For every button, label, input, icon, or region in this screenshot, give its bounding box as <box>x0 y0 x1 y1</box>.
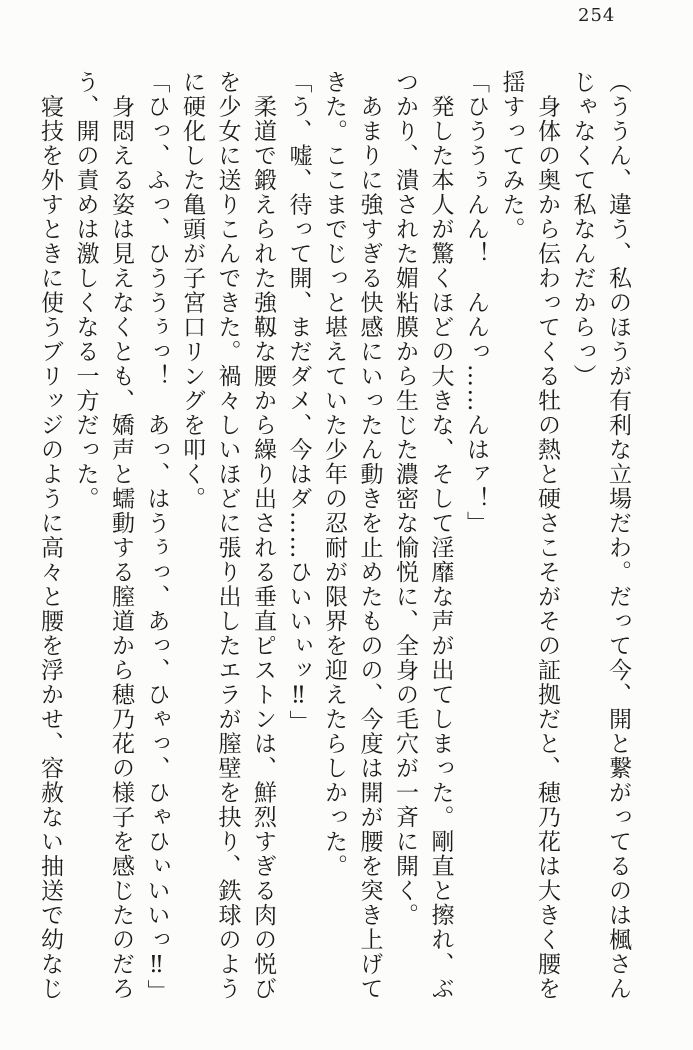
text-line: 寝技を外すときに使うブリッジのように高々と腰を浮かせ、容赦ない抽送で幼なじ <box>37 70 63 1001</box>
text-line: つかり、潰された媚粘膜から生じた濃密な愉悦に、全身の毛穴が一斉に開く。 <box>392 70 418 928</box>
text-line: 揺すってみた。 <box>498 70 525 242</box>
body-text-block <box>32 70 636 1018</box>
text-line: 「ひっ、ふっ、ひううぅっ！ あっ、はうぅっ、あっ、ひゃっ、ひゃひぃいいっ‼」 <box>143 70 170 1004</box>
text-line: 「う、嘘、待って開、まだダメ、今はダ……ひいいぃッ‼」 <box>285 70 312 735</box>
text-line: 柔道で鍛えられた強靱な腰から繰り出される垂直ピストンは、鮮烈すぎる肉の悦び <box>250 70 276 1001</box>
text-line: きた。ここまでじっと堪えていた少年の忍耐が限界を迎えたらしかった。 <box>321 70 347 879</box>
text-line: 発した本人が驚くほどの大きな、そして淫靡な声が出てしまった。剛直と擦れ、ぶ <box>427 70 454 1001</box>
text-line: に硬化した亀頭が子宮口リングを叩く。 <box>179 70 205 511</box>
text-line: 「ひううぅんん！ んんっ……んはァ！」 <box>463 70 489 536</box>
text-line: 身悶える姿は見えなくとも、嬌声と蠕動する膣道から穂乃花の様子を感じたのだろ <box>108 70 134 1001</box>
text-line: じゃなくて私なんだからっ） <box>569 70 596 389</box>
text-line: を少女に送りこんできた。禍々しいほどに張り出したエラが膣壁を抉り、鉄球のよう <box>214 70 241 1001</box>
text-line: う、開の責めは激しくなる一方だった。 <box>72 70 99 511</box>
text-line: あまりに強すぎる快感にいったん動きを止めたものの、今度は開が腰を突き上げて <box>356 70 383 1001</box>
text-line: 身体の奥から伝わってくる牡の熱と硬さこそがその証拠だと、穂乃花は大きく腰を <box>534 70 560 1001</box>
page-number: 254 <box>578 5 616 26</box>
text-line: （ううん、違う、私のほうが有利な立場だわ。だって今、開と繋がってるのは楓さん <box>605 70 631 1001</box>
